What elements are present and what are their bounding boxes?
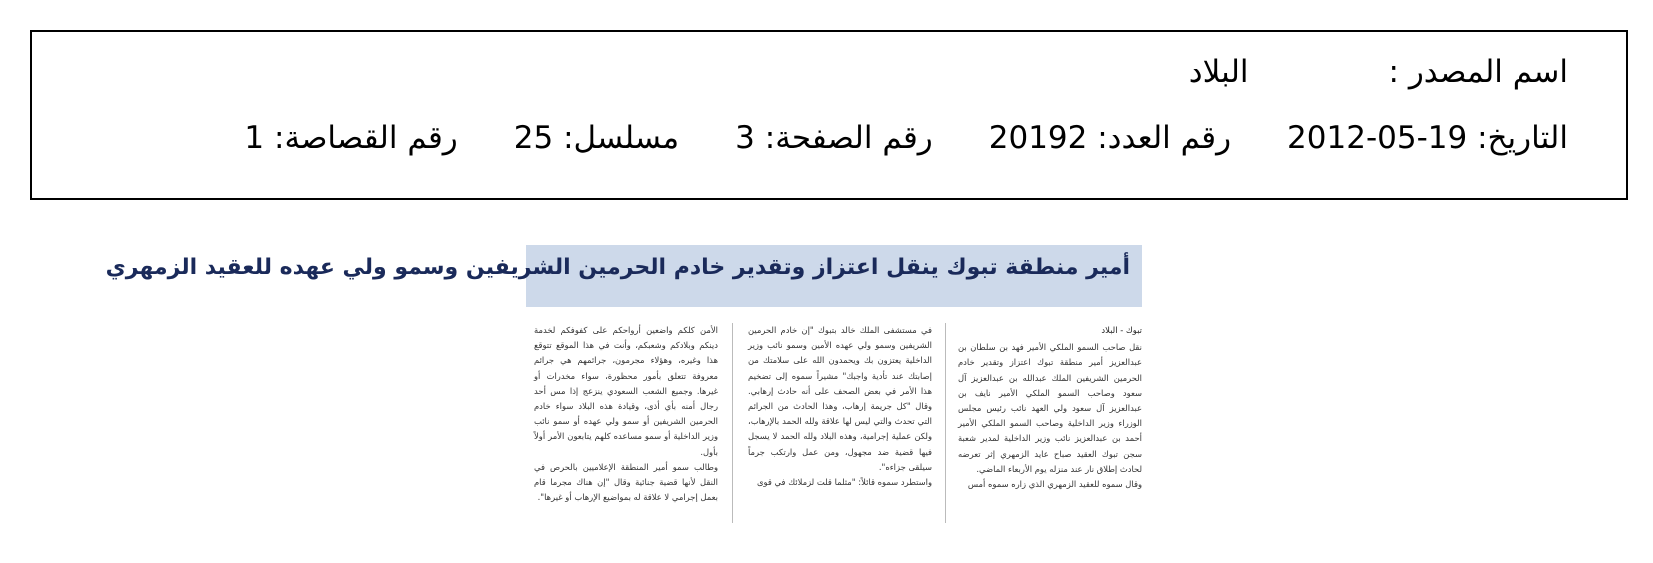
serial-label: مسلسل: <box>563 120 680 156</box>
document-metadata-box <box>30 30 1628 200</box>
article-paragraph: في مستشفى الملك خالد بتبوك "إن خادم الحرمين الشريفين وسمو ولي عهده الأمين وسمو نائب وزير الداخلية يعتزون بك ويحمدون الله على سلامتك من إصابتك عند تأدية واجبك" مشيراً سموه إلى تضخيم هذا الأمر في بعض الصحف على أنه حادث إرهابي. وقال "كل جريمة إرهاب، وهذا الحادث من الجرائم التي تحدث والتي ليس لها علاقة ولله الحمد بالإرهاب، ولكن عملية إجرامية، وهذه البلاد ولله الحمد لا يسجل فيها قضية ضد مجهول، ومن عمل وارتكب جرماً سيلقى جزاءه". <box>748 325 932 472</box>
article-dateline: تبوك - البلاد <box>1101 325 1142 335</box>
column-divider <box>945 323 946 523</box>
page-label: رقم الصفحة: <box>764 120 933 156</box>
details-row <box>244 120 1568 156</box>
article-column-middle <box>748 323 932 490</box>
article-column-left <box>534 323 718 505</box>
article-column-right <box>958 323 1142 492</box>
date-label: التاريخ: <box>1477 120 1568 156</box>
clip-label: رقم القصاصة: <box>274 120 458 156</box>
source-label: اسم المصدر : <box>1388 54 1568 90</box>
article-paragraph: واستطرد سموه قائلاً: "مثلما قلت لزملائك في قوى <box>757 477 932 488</box>
issue-value: 20192 <box>988 120 1088 156</box>
source-value: البلاد <box>1188 54 1249 90</box>
newspaper-clipping <box>105 245 1142 525</box>
article-paragraph: الأمن كلكم واضعين أرواحكم على كفوفكم لخدمة دينكم وبلادكم وشعبكم، وأنت في هذا الموقع تتوقع هذا وغيره، وهؤلاء مجرمون، جرائمهم هي جرائم معروفة تتعلق بأمور محظورة، سواء مخدرات أو غيرها. وجميع الشعب السعودي ينزعج إذا مس أحد رجال أمنه بأي أذى، وقيادة هذه البلاد سواء خادم الحرمين الشريفين أو سمو ولي عهده أو سمو نائب وزير الداخلية أو سمو مساعده كلهم يتابعون الأمر أولاً بأول. <box>534 325 718 457</box>
page-value: 3 <box>735 120 755 156</box>
serial-value: 25 <box>513 120 554 156</box>
article-paragraph: نقل صاحب السمو الملكي الأمير فهد بن سلطان بن عبدالعزيز أمير منطقة تبوك اعتزاز وتقدير خادم الحرمين الشريفين الملك عبدالله بن عبدالعزيز آل سعود وصاحب السمو الملكي الأمير نايف بن عبدالعزيز آل سعود ولي العهد نائب رئيس مجلس الوزراء وزير الداخلية وصاحب السمو الملكي الأمير أحمد بن عبدالعزيز نائب وزير الداخلية لمدير شعبة سجن تبوك العقيد صباح عايد الزمهري إثر تعرضه لحادث إطلاق نار عند منزله يوم الأربعاء الماضي. <box>958 342 1142 474</box>
article-paragraph: وقال سموه للعقيد الزمهري الذي زاره سموه أمس <box>967 479 1142 490</box>
clip-value: 1 <box>244 120 265 156</box>
article-paragraph: وطالب سمو أمير المنطقة الإعلاميين بالحرص في النقل لأنها قضية جنائية وقال "إن هناك مجرما قام بعمل إجرامي لا علاقة له بمواضيع الإرهاب أو غيرها". <box>534 461 718 503</box>
column-divider <box>732 323 733 523</box>
issue-label: رقم العدد: <box>1097 120 1232 156</box>
date-value: 2012-05-19 <box>1287 120 1468 156</box>
source-row <box>1189 54 1568 90</box>
article-headline: أمير منطقة تبوك ينقل اعتزاز وتقدير خادم الحرمين الشريفين وسمو ولي عهده للعقيد الزمهري <box>526 245 1142 307</box>
